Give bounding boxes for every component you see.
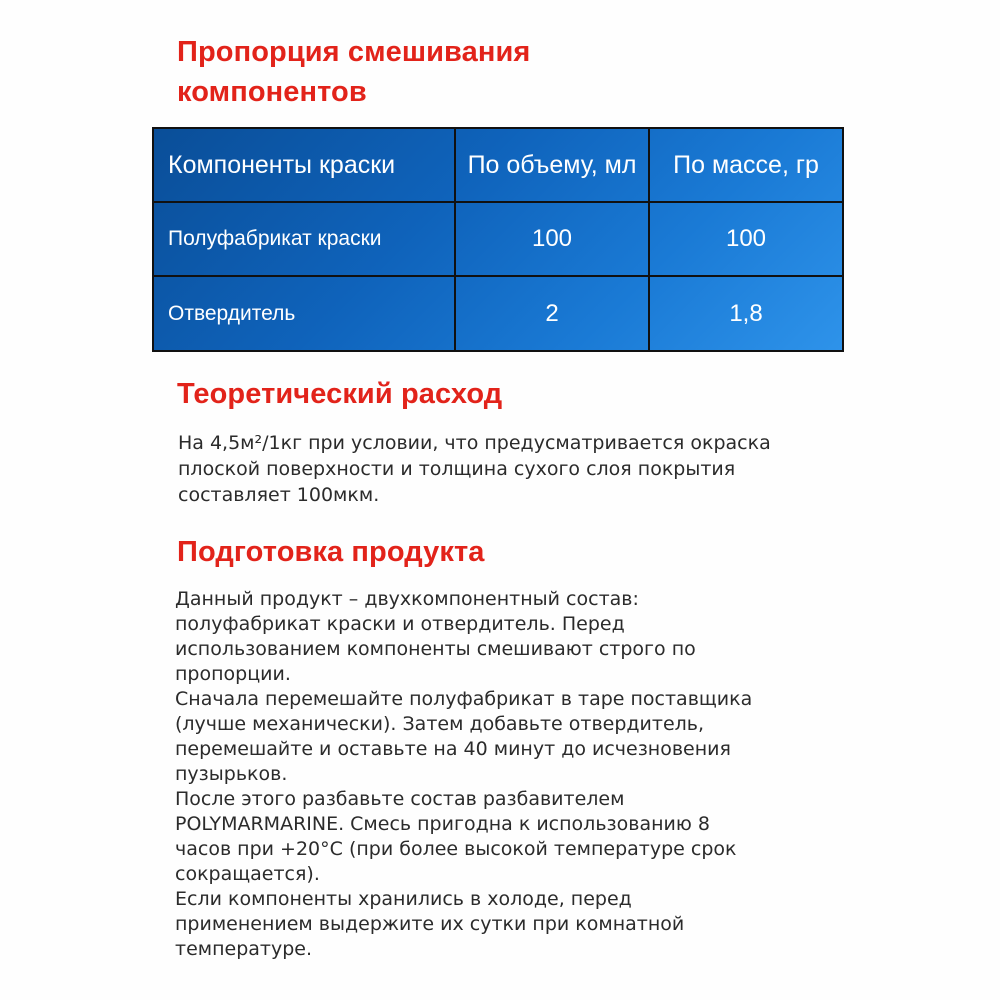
table-row: [153, 202, 843, 276]
table-header-row: [153, 128, 843, 202]
row-component-name: Отвердитель: [153, 276, 455, 351]
consumption-title: Теоретический расход: [177, 378, 503, 410]
preparation-title: Подготовка продукта: [177, 536, 485, 568]
header-by-volume: По объему, мл: [455, 128, 649, 202]
row-component-name: Полуфабрикат краски: [153, 202, 455, 276]
row-mass-value: 1,8: [649, 276, 843, 351]
mixing-table: [152, 127, 844, 352]
mixing-title: Пропорция смешивания компонентов: [177, 36, 531, 108]
row-volume-value: 2: [455, 276, 649, 351]
header-components: Компоненты краски: [153, 128, 455, 202]
header-by-mass: По массе, гр: [649, 128, 843, 202]
preparation-text: Данный продукт – двухкомпонентный состав: полуфабрикат краски и отвердитель. Перед использованием компоненты смешивают строго по пропорции. Сначала перемешайте полуфабрикат в таре поставщика (лучше механически). Затем добавьте отвердитель, перемешайте и оставьте на 40 минут до исчезновения пузырьков. После этого разбавьте состав разбавителем POLYMARMARINE. Смесь пригодна к использованию 8 часов при +20°C (при более высокой температуре срок сокращается). Если компоненты хранились в холоде, перед применением выдержите их сутки при комнатной температуре.: [175, 588, 753, 960]
row-mass-value: 100: [649, 202, 843, 276]
table-row: [153, 276, 843, 351]
consumption-text: На 4,5м²/1кг при условии, что предусматривается окраска плоской поверхности и толщина сухого слоя покрытия составляет 100мкм.: [178, 432, 771, 506]
row-volume-value: 100: [455, 202, 649, 276]
